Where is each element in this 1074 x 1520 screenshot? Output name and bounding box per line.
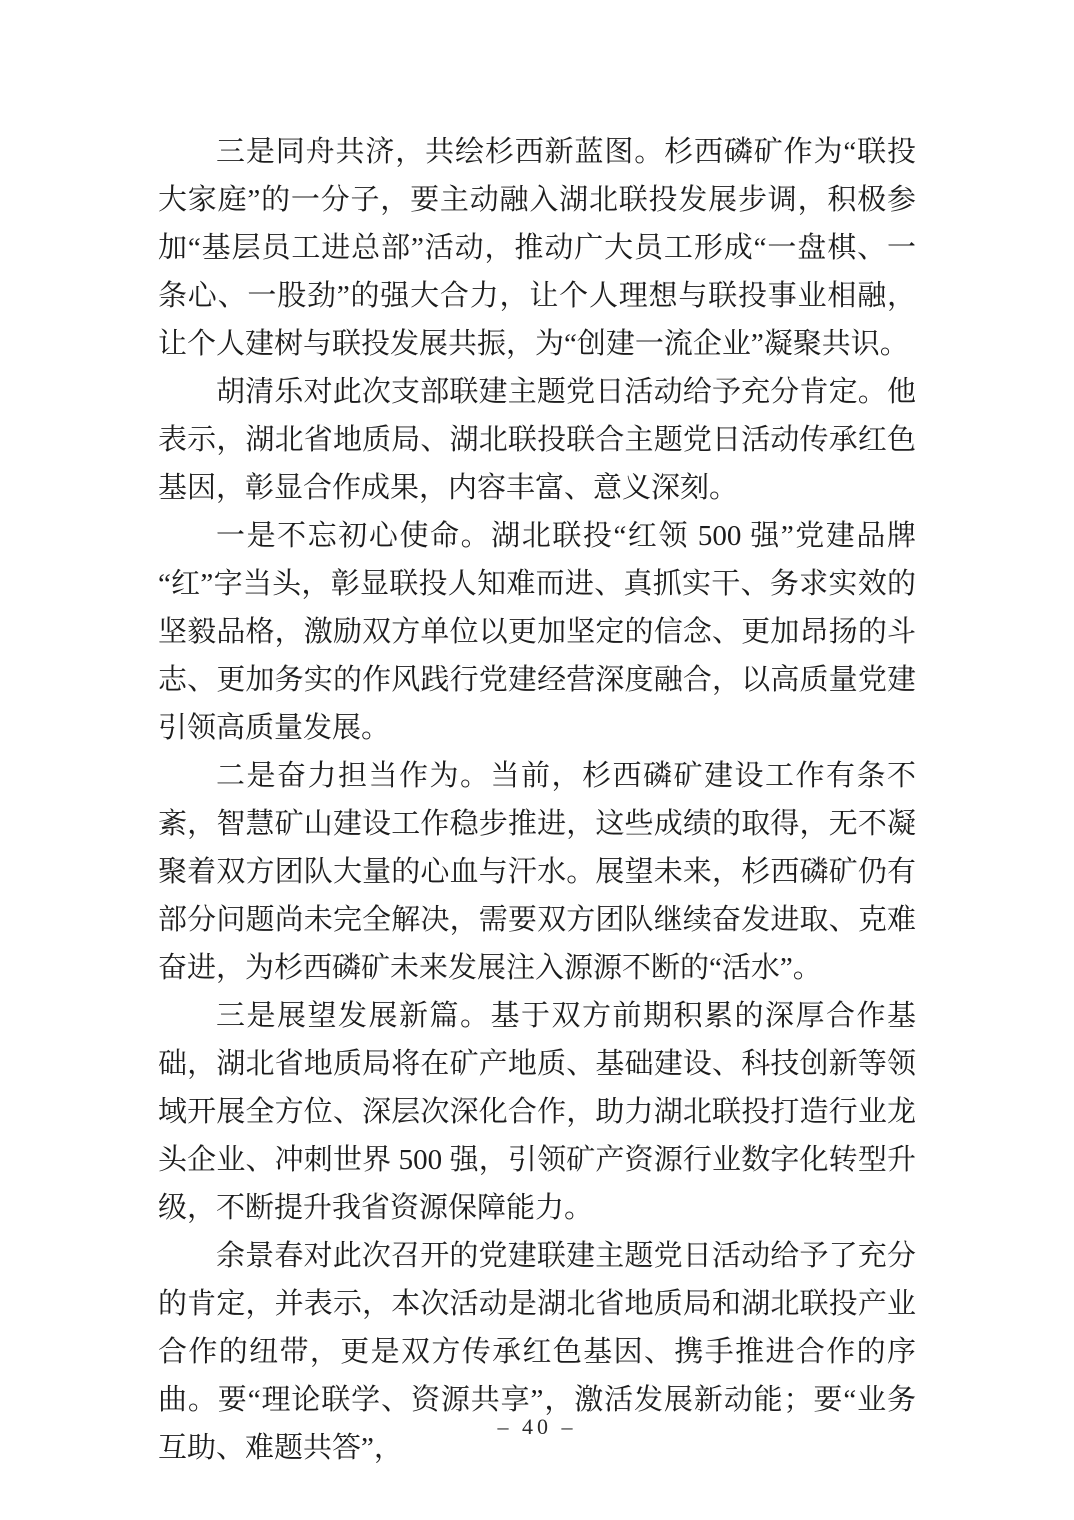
paragraph: 三是同舟共济，共绘杉西新蓝图。杉西磷矿作为“联投大家庭”的一分子，要主动融入湖北联投发展步调，积极参加“基层员工进总部”活动，推动广大员工形成“一盘棋、一条心、一股劲”的强大合力，让个人理想与联投事业相融，让个人建树与联投发展共振，为“创建一流企业”凝聚共识。 [158, 136, 916, 360]
document-body [158, 128, 916, 1472]
paragraph: 三是展望发展新篇。基于双方前期积累的深厚合作基础，湖北省地质局将在矿产地质、基础建设、科技创新等领域开展全方位、深层次深化合作，助力湖北联投打造行业龙头企业、冲刺世界 500 强，引领矿产资源行业数字化转型升级，不断提升我省资源保障能力。 [158, 1000, 916, 1224]
paragraph: 二是奋力担当作为。当前，杉西磷矿建设工作有条不紊，智慧矿山建设工作稳步推进，这些成绩的取得，无不凝聚着双方团队大量的心血与汗水。展望未来，杉西磷矿仍有部分问题尚未完全解决，需要双方团队继续奋发进取、克难奋进，为杉西磷矿未来发展注入源源不断的“活水”。 [158, 760, 916, 984]
page-number: – 40 – [497, 1414, 577, 1439]
paragraph: 胡清乐对此次支部联建主题党日活动给予充分肯定。他表示，湖北省地质局、湖北联投联合主题党日活动传承红色基因，彰显合作成果，内容丰富、意义深刻。 [158, 376, 916, 504]
paragraph: 余景春对此次召开的党建联建主题党日活动给予了充分的肯定，并表示，本次活动是湖北省地质局和湖北联投产业合作的纽带，更是双方传承红色基因、携手推进合作的序曲。要“理论联学、资源共享”，激活发展新动能；要“业务互助、难题共答”， [158, 1240, 916, 1464]
paragraph: 一是不忘初心使命。湖北联投“红领 500 强”党建品牌“红”字当头，彰显联投人知难而进、真抓实干、务求实效的坚毅品格，激励双方单位以更加坚定的信念、更加昂扬的斗志、更加务实的作风践行党建经营深度融合，以高质量党建引领高质量发展。 [158, 520, 916, 744]
